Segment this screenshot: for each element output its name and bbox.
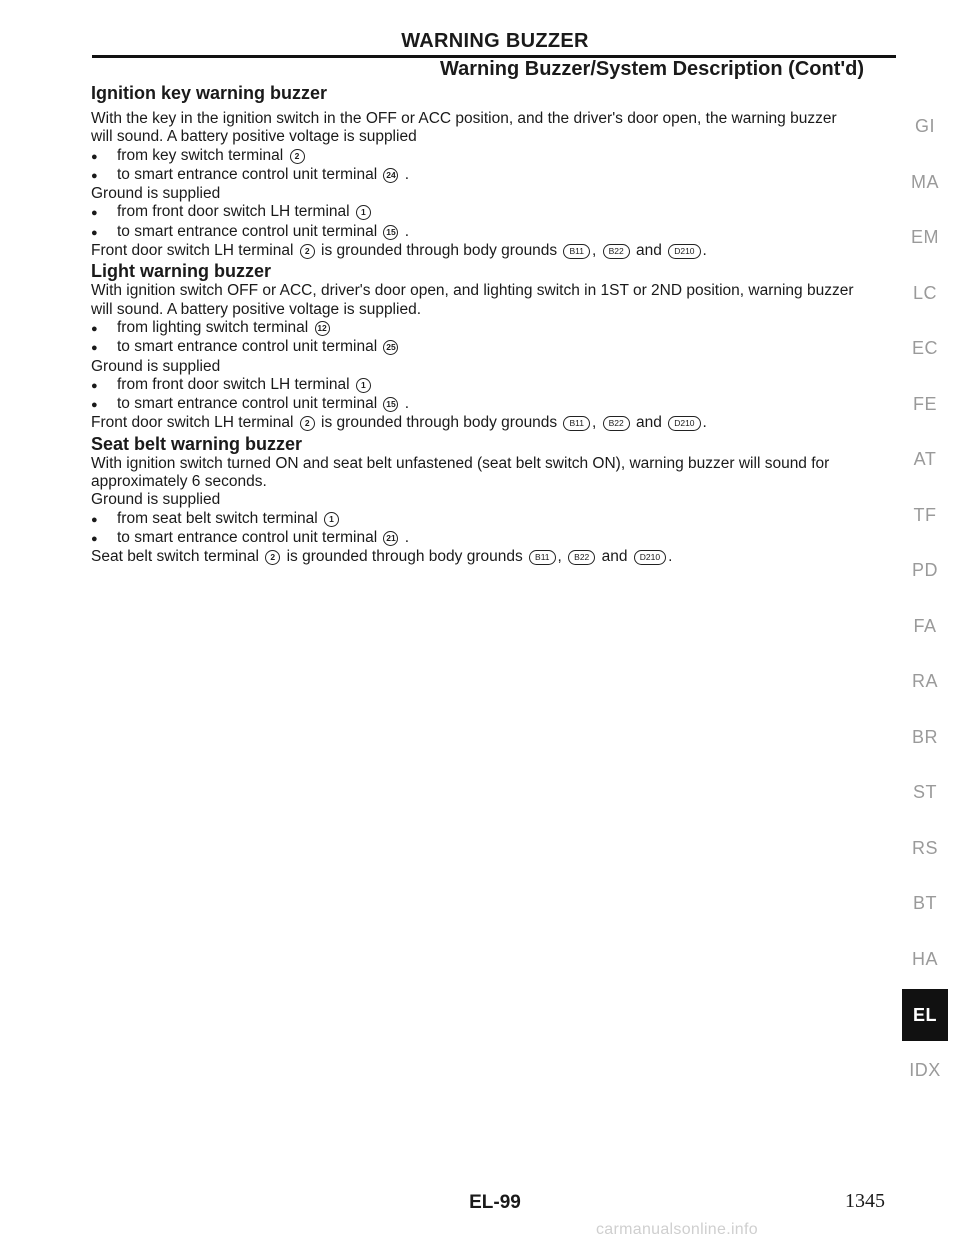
line-text: . xyxy=(668,548,673,566)
side-tab-tf: TF xyxy=(913,504,937,525)
text-line xyxy=(91,473,903,491)
ground-point-icon: B22 xyxy=(568,550,595,565)
side-tab-bt: BT xyxy=(912,893,937,913)
line-text: approximately 6 seconds. xyxy=(91,473,267,491)
ground-point-icon: B11 xyxy=(563,416,590,431)
bullet-line xyxy=(91,166,903,185)
bullet-line xyxy=(91,147,903,166)
ground-point-icon: D210 xyxy=(668,416,700,431)
bullet-icon: ● xyxy=(91,379,98,392)
bullet-icon: ● xyxy=(91,169,98,182)
line-text: will sound. A battery positive voltage is supplied xyxy=(91,128,417,146)
terminal-number-icon: 15 xyxy=(383,397,398,412)
side-tab-em: EM xyxy=(911,227,939,247)
text-line xyxy=(91,185,903,203)
text-line xyxy=(91,414,903,432)
line-text: Ground is supplied xyxy=(91,357,221,375)
text-line xyxy=(91,548,903,566)
side-tab-rs: RS xyxy=(911,837,938,858)
bullet-icon: ● xyxy=(91,226,98,239)
side-tab-ec: EC xyxy=(911,338,938,358)
line-text: , xyxy=(591,242,601,260)
side-tab-fa: FA xyxy=(913,615,937,636)
terminal-number-icon: 12 xyxy=(315,321,330,336)
terminal-number-icon: 1 xyxy=(324,512,339,527)
text-line xyxy=(91,301,903,319)
bullet-icon: ● xyxy=(91,342,98,355)
side-tab-el: EL xyxy=(902,989,948,1041)
bullet-icon: ● xyxy=(91,150,98,163)
bullet-line xyxy=(91,529,903,548)
side-tab-idx: IDX xyxy=(909,1059,941,1080)
side-tab-pd: PD xyxy=(911,560,938,580)
bullet-line xyxy=(91,510,903,529)
terminal-number-icon: 2 xyxy=(300,244,315,259)
page-subtitle: Warning Buzzer/System Description (Cont'd) xyxy=(439,58,864,80)
side-tab-st: ST xyxy=(912,782,937,802)
line-text: , xyxy=(591,414,601,432)
line-text: and xyxy=(631,242,667,260)
line-text: will sound. A battery positive voltage is supplied. xyxy=(91,300,421,318)
bullet-line xyxy=(91,395,903,414)
watermark: carmanualsonline.info xyxy=(596,1221,758,1238)
page-number: 1345 xyxy=(845,1190,885,1212)
line-text: . xyxy=(702,414,707,432)
page-header-title: WARNING BUZZER xyxy=(401,30,589,52)
line-text: . xyxy=(400,222,410,240)
line-text: is grounded through body grounds xyxy=(282,548,528,566)
line-text: and xyxy=(597,548,632,566)
terminal-number-icon: 2 xyxy=(265,550,280,565)
side-tab-ha: HA xyxy=(911,948,938,969)
terminal-number-icon: 24 xyxy=(383,168,398,183)
terminal-number-icon: 1 xyxy=(356,205,371,220)
bullet-line xyxy=(91,223,903,242)
line-text: from front door switch LH terminal xyxy=(117,375,354,393)
bullet-icon: ● xyxy=(91,513,98,526)
bullet-icon: ● xyxy=(91,322,98,335)
line-text: and xyxy=(631,414,667,432)
bullet-line xyxy=(91,338,903,357)
line-text: is grounded through body grounds xyxy=(316,414,562,432)
text-line xyxy=(91,282,903,300)
section-heading: Light warning buzzer xyxy=(91,261,271,282)
line-text: . xyxy=(400,395,410,413)
line-text: from front door switch LH terminal xyxy=(117,203,354,221)
bullet-icon: ● xyxy=(91,207,98,220)
terminal-number-icon: 15 xyxy=(383,225,398,240)
line-text: is grounded through body grounds xyxy=(316,242,562,260)
line-text: , xyxy=(557,548,567,566)
text-line xyxy=(91,455,903,473)
ground-point-icon: B11 xyxy=(563,244,590,259)
terminal-number-icon: 25 xyxy=(383,340,398,355)
terminal-number-icon: 2 xyxy=(300,416,315,431)
line-text: Seat belt switch terminal xyxy=(91,548,264,566)
line-text: to smart entrance control unit terminal xyxy=(117,528,382,546)
ground-point-icon: B22 xyxy=(603,416,630,431)
line-text: to smart entrance control unit terminal xyxy=(117,222,382,240)
line-text: . xyxy=(400,165,410,183)
side-tab-gi: GI xyxy=(914,116,935,136)
line-text: Ground is supplied xyxy=(91,491,221,509)
side-tab-ma: MA xyxy=(911,171,939,192)
ground-point-icon: B11 xyxy=(529,550,556,565)
side-tab-br: BR xyxy=(911,726,938,747)
line-text: Front door switch LH terminal xyxy=(91,414,298,432)
text-line xyxy=(91,358,903,376)
terminal-number-icon: 1 xyxy=(356,378,371,393)
bullet-icon: ● xyxy=(91,532,98,545)
terminal-number-icon: 21 xyxy=(383,531,398,546)
side-tab-ra: RA xyxy=(911,671,938,691)
text-line xyxy=(91,491,903,509)
line-text: to smart entrance control unit terminal xyxy=(117,338,382,356)
line-text: Front door switch LH terminal xyxy=(91,242,298,260)
text-line xyxy=(91,128,903,146)
text-line xyxy=(91,242,903,260)
section-heading: Seat belt warning buzzer xyxy=(91,433,303,454)
line-text: . xyxy=(400,528,410,546)
bullet-line xyxy=(91,376,903,395)
line-text: to smart entrance control unit terminal xyxy=(117,165,382,183)
bullet-line xyxy=(91,319,903,338)
line-text: from lighting switch terminal xyxy=(117,318,313,336)
side-tab-lc: LC xyxy=(912,282,937,303)
line-text: from seat belt switch terminal xyxy=(117,509,323,527)
bullet-icon: ● xyxy=(91,399,98,412)
ground-point-icon: D210 xyxy=(668,244,700,259)
side-tab-at: AT xyxy=(913,449,937,469)
line-text: With ignition switch OFF or ACC, driver's door open, and lighting switch in 1ST or 2ND position, warning buzzer xyxy=(91,282,854,300)
bullet-line xyxy=(91,203,903,222)
line-text: With the key in the ignition switch in the OFF or ACC position, and the driver's door open, the warning buzzer xyxy=(91,110,837,127)
ground-point-icon: D210 xyxy=(634,550,666,565)
page-code: EL-99 xyxy=(469,1192,521,1213)
line-text: from key switch terminal xyxy=(117,146,288,164)
line-text: to smart entrance control unit terminal xyxy=(117,395,382,413)
description-content xyxy=(91,83,903,567)
side-tab-fe: FE xyxy=(912,393,937,414)
text-line xyxy=(91,110,903,128)
line-text: . xyxy=(702,242,707,260)
ground-point-icon: B22 xyxy=(603,244,630,259)
section-heading: Ignition key warning buzzer xyxy=(91,83,328,103)
terminal-number-icon: 2 xyxy=(290,149,305,164)
line-text: With ignition switch turned ON and seat belt unfastened (seat belt switch ON), warning buzzer will sound for xyxy=(91,454,830,472)
line-text: Ground is supplied xyxy=(91,185,221,203)
